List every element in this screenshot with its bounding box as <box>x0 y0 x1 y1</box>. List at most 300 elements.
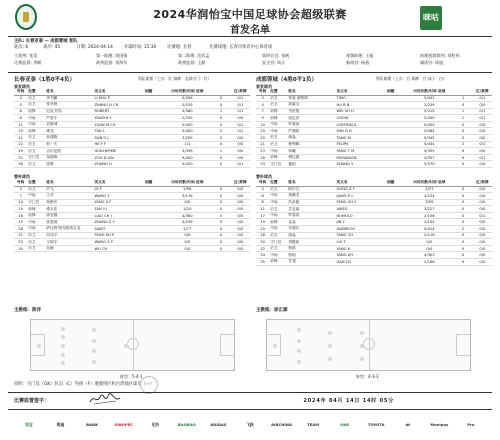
official-name: 杨燕 <box>359 60 370 65</box>
table-cell: 0 <box>211 193 230 200</box>
table-cell: 31 <box>14 232 27 239</box>
table-cell: 0/1 <box>473 115 492 122</box>
official-name: 李顺 <box>31 60 42 65</box>
table-cell: 蒂莫·莱特纳 <box>287 95 335 102</box>
table-cell: 0/1 <box>231 108 250 115</box>
table-cell: 0 <box>211 206 230 213</box>
table-cell: 2/239 <box>405 102 453 109</box>
table-cell: 0 <box>453 186 472 193</box>
table-cell: SUN G L <box>93 135 144 142</box>
table-cell: 0 <box>453 232 472 239</box>
table-cell: LI SHU P <box>93 95 144 102</box>
table-row <box>256 128 492 135</box>
table-cell: 胡睿宝 <box>287 102 335 109</box>
table-cell: 中场 <box>27 121 45 128</box>
table-cell: 2/20 <box>163 206 211 213</box>
official-item <box>14 53 37 58</box>
table-row <box>14 115 250 122</box>
table-cell: LV F <box>93 186 144 193</box>
player-marker <box>61 344 65 348</box>
table-cell: 0/1 <box>473 154 492 161</box>
column-header: 英文名 <box>93 89 144 95</box>
table-cell: 2 <box>453 226 472 233</box>
table-cell: 0 <box>211 102 230 109</box>
table-cell: 0/0 <box>231 186 250 193</box>
table-cell: 0/0 <box>231 239 250 246</box>
table-cell: 0/0 <box>473 232 492 239</box>
table-cell: 0/0 <box>231 199 250 206</box>
table-cell: 2/96 <box>163 186 211 193</box>
column-header: 出场次数/时间 进球 <box>405 89 453 95</box>
table-cell: 4/154 <box>405 193 453 200</box>
player-marker <box>328 344 332 348</box>
table-cell: ZHANG S Y <box>93 219 144 226</box>
table-row <box>14 128 250 135</box>
player-marker <box>273 344 277 348</box>
table-row <box>256 148 492 155</box>
table-cell: 0/1 <box>231 161 250 168</box>
table-row <box>256 102 492 109</box>
table-cell <box>144 141 163 148</box>
home-head-coach: 主教练：陈洋 <box>14 308 41 313</box>
table-cell: 0/0 <box>473 121 492 128</box>
table-cell <box>386 108 405 115</box>
header-divider <box>8 36 492 37</box>
table-cell: 1/1 <box>163 141 211 148</box>
table-cell: 2 <box>211 128 230 135</box>
table-cell: 守门员 <box>27 154 45 161</box>
table-row <box>256 219 492 226</box>
table-cell <box>386 219 405 226</box>
table-cell: 4/360 <box>163 212 211 219</box>
table-cell: 0 <box>211 115 230 122</box>
table-cell: 2/168 <box>405 259 453 266</box>
column-header: 红/黄牌 <box>473 89 492 95</box>
table-cell: 21 <box>14 135 27 142</box>
table-cell <box>144 161 163 168</box>
official-name: 王迪 <box>363 53 374 58</box>
table-row <box>14 135 250 142</box>
column-header: 位置 <box>27 89 45 95</box>
table-cell: 严智宇 <box>45 115 93 122</box>
official-item <box>178 60 205 65</box>
table-cell: 25 <box>256 226 269 233</box>
table-cell: 前锋 <box>269 259 287 266</box>
table-cell <box>144 128 163 135</box>
table-cell: 李书鹏 <box>45 95 93 102</box>
table-cell: 谭永佳 <box>45 206 93 213</box>
table-cell: 中场 <box>269 212 287 219</box>
table-cell: 王彦 <box>45 193 93 200</box>
table-cell: 0/1 <box>231 128 250 135</box>
table-cell: 4/106 <box>163 219 211 226</box>
sponsor-logo: TEAM <box>307 421 320 427</box>
table-cell <box>386 95 405 102</box>
sponsor-logo: 足协 <box>151 421 160 427</box>
table-cell: YAN D H <box>335 128 386 135</box>
table-row <box>256 252 492 259</box>
away-formation: 阵型：4-3-3 <box>356 374 379 379</box>
table-cell: ROBERT <box>93 108 144 115</box>
table-row <box>14 95 250 102</box>
table-cell: 后卫 <box>269 206 287 213</box>
table-cell: 守门员 <box>269 161 287 168</box>
table-cell: 33 <box>14 239 27 246</box>
table-cell: 0/0 <box>473 239 492 246</box>
column-header: 国籍 <box>144 180 163 186</box>
table-cell: 0 <box>453 239 472 246</box>
official-item <box>262 53 289 58</box>
table-cell: YANZHI Y <box>93 115 144 122</box>
table-cell: 2/155 <box>163 102 211 109</box>
table-cell: TIMO <box>335 95 386 102</box>
table-cell: 0/0 <box>231 154 250 161</box>
column-header: 号码 <box>14 180 27 186</box>
column-header: 出场次数/时间 进球 <box>163 180 211 186</box>
table-cell <box>386 252 405 259</box>
sponsor-logo: AIRCHINA <box>271 421 292 427</box>
table-cell: 0/0 <box>473 128 492 135</box>
table-cell: 前锋 <box>27 108 45 115</box>
player-marker <box>360 357 364 361</box>
table-cell: 0/0 <box>231 245 250 252</box>
table-cell: 29 <box>14 148 27 155</box>
table-cell: 3 <box>256 95 269 102</box>
table-cell: 0 <box>211 121 230 128</box>
table-cell: 孙捷隆 <box>45 135 93 142</box>
away-formation-pitch <box>266 319 471 371</box>
table-cell <box>386 212 405 219</box>
table-cell: FENG ZH Y <box>335 199 386 206</box>
home-formation-pitch <box>30 319 235 371</box>
table-cell: 0 <box>211 245 230 252</box>
official-item <box>96 53 127 58</box>
table-cell: 中场 <box>27 226 45 233</box>
table-cell: 0 <box>453 148 472 155</box>
player-marker <box>297 349 301 353</box>
table-cell: 后卫 <box>27 239 45 246</box>
table-cell: 后卫 <box>27 135 45 142</box>
table-cell <box>144 186 163 193</box>
table-cell: 35 <box>256 259 269 266</box>
table-cell: 5/450 <box>405 115 453 122</box>
column-header: 号码 <box>14 89 27 95</box>
table-cell: 后卫 <box>269 102 287 109</box>
match-meta: 轮次: 6 场序: 45 日期: 2024-04-14 开球时间: 15:30 比赛地: 长春 比赛场地: 长春市体育中心体育场 <box>14 45 273 50</box>
match-teams: 主队: 长春亚泰 — 成都蓉城 客队 <box>14 39 78 44</box>
table-cell: 20 <box>256 135 269 142</box>
home-subs-label: 替补球员 <box>14 174 30 179</box>
table-cell: HU R B <box>335 102 386 109</box>
table-cell: 冯诗平 <box>45 232 93 239</box>
column-header: 红/黄牌 <box>231 180 250 186</box>
table-cell: 0 <box>453 212 472 219</box>
player-marker <box>124 344 128 348</box>
table-cell: 吉尔尼波 <box>45 148 93 155</box>
table-cell: 2/156 <box>405 212 453 219</box>
table-cell: YANG T M <box>335 148 386 155</box>
table-cell: 严鼎皓 <box>287 128 335 135</box>
table-cell: 安德尔 <box>287 226 335 233</box>
away-starters-table <box>256 89 492 168</box>
table-cell: 蒋鹏龙 <box>287 193 335 200</box>
table-cell: 廖至健 <box>45 212 93 219</box>
table-cell: 张思源 <box>45 219 93 226</box>
table-row <box>256 206 492 213</box>
table-cell: 0 <box>211 199 230 206</box>
table-cell: 5/450 <box>163 154 211 161</box>
table-cell: 5/450 <box>405 121 453 128</box>
table-row <box>14 206 250 213</box>
official-role: 裁判监督: <box>178 60 196 65</box>
table-cell: 后卫 <box>27 232 45 239</box>
table-row <box>256 212 492 219</box>
table-cell: 5/450 <box>163 128 211 135</box>
player-marker <box>61 335 65 339</box>
sponsor-logo: BANK <box>86 421 99 427</box>
sponsor-bar <box>8 412 492 436</box>
table-cell: 0/0 <box>473 259 492 266</box>
table-row <box>14 239 250 246</box>
table-cell: 7 <box>14 193 27 200</box>
table-cell: 邢雨 <box>287 252 335 259</box>
table-cell <box>144 121 163 128</box>
official-role: 第一助理: <box>96 53 114 58</box>
table-cell: 32 <box>14 154 27 161</box>
player-marker <box>360 344 364 348</box>
player-marker <box>92 328 96 332</box>
table-cell: 2/109 <box>163 115 211 122</box>
column-header: 姓名 <box>45 89 93 95</box>
signature-label: 比赛监督签字： <box>14 398 50 404</box>
table-cell <box>386 115 405 122</box>
sponsor-logo: Manipay <box>430 421 449 427</box>
table-cell: 守门员 <box>269 239 287 246</box>
column-header: 号码 <box>256 180 269 186</box>
table-cell: 0/0 <box>473 206 492 213</box>
table-cell: 0/0 <box>231 212 250 219</box>
table-cell: 中场 <box>269 128 287 135</box>
table-cell: 26 <box>14 226 27 233</box>
table-cell: 17 <box>256 212 269 219</box>
home-team-name: 长春亚泰（1胜0平4负） <box>14 77 75 83</box>
table-cell: LIAO CH J <box>93 212 144 219</box>
table-cell <box>386 121 405 128</box>
official-name: 王静 <box>195 60 206 65</box>
table-cell: 0/0 <box>231 206 250 213</box>
player-marker <box>92 349 96 353</box>
table-cell: TANG CH <box>335 232 386 239</box>
table-cell: 0/0 <box>231 148 250 155</box>
table-cell: 甘超 <box>287 259 335 266</box>
table-row <box>256 121 492 128</box>
table-cell: 5/441 <box>405 95 453 102</box>
table-cell: 0/1 <box>231 95 250 102</box>
table-cell: 0/0 <box>473 199 492 206</box>
player-marker <box>61 361 65 365</box>
official-item <box>14 60 41 65</box>
table-cell: 7 <box>256 108 269 115</box>
table-cell: GAN CH <box>335 259 386 266</box>
official-name: 张雷 <box>27 53 38 58</box>
table-cell: 萨比特·阿布都热扎克 <box>45 226 93 233</box>
column-header: 位置 <box>269 89 287 95</box>
table-row <box>14 121 250 128</box>
table-row <box>256 108 492 115</box>
home-starters-table <box>14 89 250 168</box>
table-cell: 0/0 <box>405 245 453 252</box>
table-cell: GUILHERME <box>93 148 144 155</box>
official-role: 助理视频裁判: <box>420 53 446 58</box>
table-cell: ROMULO <box>335 212 386 219</box>
table-row <box>14 226 250 233</box>
table-cell <box>386 226 405 233</box>
table-cell <box>386 245 405 252</box>
table-cell: 0/1 <box>473 95 492 102</box>
table-cell: 0/0 <box>473 148 492 155</box>
table-cell: 周定洋 <box>287 115 335 122</box>
table-cell: 金焱 <box>287 219 335 226</box>
table-cell: 蹇韬 <box>287 161 335 168</box>
table-cell: 后卫 <box>269 245 287 252</box>
table-cell: 22 <box>14 141 27 148</box>
table-cell: 8 <box>14 115 27 122</box>
column-header: 国籍 <box>386 180 405 186</box>
table-row <box>256 154 492 161</box>
table-cell: 杨曦 <box>287 148 335 155</box>
table-cell: 26 <box>256 154 269 161</box>
table-cell: 15 <box>256 128 269 135</box>
table-cell: 5/414 <box>405 226 453 233</box>
away-subs-table <box>256 180 492 266</box>
sponsor-logo: 锐迪 <box>56 421 65 427</box>
table-row <box>256 161 492 168</box>
table-cell <box>386 232 405 239</box>
table-cell: 0/0 <box>163 245 211 252</box>
table-cell: 4/360 <box>163 108 211 115</box>
table-cell: 0 <box>453 206 472 213</box>
table-cell: 张辉 <box>45 161 93 168</box>
official-item <box>420 53 460 58</box>
sponsor-logo: ONE <box>340 421 350 427</box>
column-header: 姓名 <box>287 89 335 95</box>
table-cell: 5/264 <box>405 128 453 135</box>
official-role: 裁判监督: <box>96 60 114 65</box>
table-cell: 0/0 <box>163 239 211 246</box>
table-cell: 前锋 <box>269 154 287 161</box>
table-cell: 4/357 <box>405 154 453 161</box>
table-cell <box>144 232 163 239</box>
sponsor-logo: dt <box>405 421 411 427</box>
table-cell <box>144 95 163 102</box>
official-name: 周国强 <box>113 53 128 58</box>
table-cell: 2/104 <box>405 219 453 226</box>
official-name: 刘松伟 <box>445 53 460 58</box>
table-row <box>14 186 250 193</box>
table-cell: 4 <box>14 95 27 102</box>
table-row <box>256 259 492 266</box>
table-cell <box>386 148 405 155</box>
table-cell: 5/356 <box>163 95 211 102</box>
table-cell: 2/77 <box>163 226 211 233</box>
table-cell: 中场 <box>27 193 45 200</box>
table-cell: JIN Y <box>335 219 386 226</box>
table-cell: 6 <box>256 193 269 200</box>
table-cell: 0 <box>453 199 472 206</box>
table-cell <box>386 102 405 109</box>
table-row <box>256 199 492 206</box>
table-cell: 0 <box>211 161 230 168</box>
signature-icon <box>88 392 122 406</box>
away-head-coach: 主教练：徐正源 <box>256 308 288 313</box>
official-item <box>262 60 285 65</box>
player-marker <box>92 360 96 364</box>
table-cell: 0 <box>453 128 472 135</box>
table-cell: WANG Y <box>93 193 144 200</box>
table-cell: 何一夫 <box>45 141 93 148</box>
table-cell: 0/0 <box>231 232 250 239</box>
table-cell: 0/0 <box>231 219 250 226</box>
table-cell: 0 <box>453 259 472 266</box>
table-cell: 19 <box>14 128 27 135</box>
table-cell: 后卫 <box>27 95 45 102</box>
table-cell: 0/1 <box>231 102 250 109</box>
table-cell: WANG S Y <box>93 239 144 246</box>
table-cell: 5/450 <box>163 121 211 128</box>
column-header: 红/黄牌 <box>231 89 250 95</box>
table-cell: LIU T <box>335 239 386 246</box>
table-cell: ANDREOS <box>335 226 386 233</box>
table-cell: 谭龙 <box>45 128 93 135</box>
official-role: 第四官员: <box>262 53 280 58</box>
table-cell: 0 <box>453 252 472 259</box>
table-cell: 21 <box>256 141 269 148</box>
column-header: 国籍 <box>144 89 163 95</box>
table-cell: 中场 <box>269 199 287 206</box>
table-cell: 10 <box>256 121 269 128</box>
table-cell: 1 <box>211 108 230 115</box>
away-subs-label: 替补球员 <box>256 174 272 179</box>
table-row <box>14 141 250 148</box>
table-cell: 8 <box>256 199 269 206</box>
home-starters-label: 首发球员 <box>14 84 30 89</box>
table-cell <box>144 199 163 206</box>
table-row <box>14 245 250 252</box>
table-cell: 5/355 <box>405 148 453 155</box>
table-cell: 34 <box>256 252 269 259</box>
table-cell: 32 <box>256 245 269 252</box>
table-cell <box>144 115 163 122</box>
table-row <box>256 135 492 142</box>
table-cell: 0 <box>211 212 230 219</box>
away-kit-info: 领队助理（上衣：白 球裤：白 袜子：白） <box>376 76 447 81</box>
table-cell: TAN L <box>93 128 144 135</box>
official-role: 新闻官: <box>346 60 360 65</box>
table-row <box>14 161 250 168</box>
table-cell: WU CH <box>93 245 144 252</box>
table-cell: 15 <box>14 206 27 213</box>
table-cell: 0/1 <box>473 212 492 219</box>
table-cell: 14 <box>14 199 27 206</box>
table-cell: 25 <box>14 219 27 226</box>
table-cell: 前锋 <box>27 128 45 135</box>
table-cell: FENG SH P <box>93 232 144 239</box>
table-cell: 0/0 <box>231 115 250 122</box>
table-cell: 罗慕洛 <box>287 212 335 219</box>
table-cell: 中场 <box>269 226 287 233</box>
page-title: 首发名单 <box>230 25 270 36</box>
table-cell: 36 <box>14 161 27 168</box>
